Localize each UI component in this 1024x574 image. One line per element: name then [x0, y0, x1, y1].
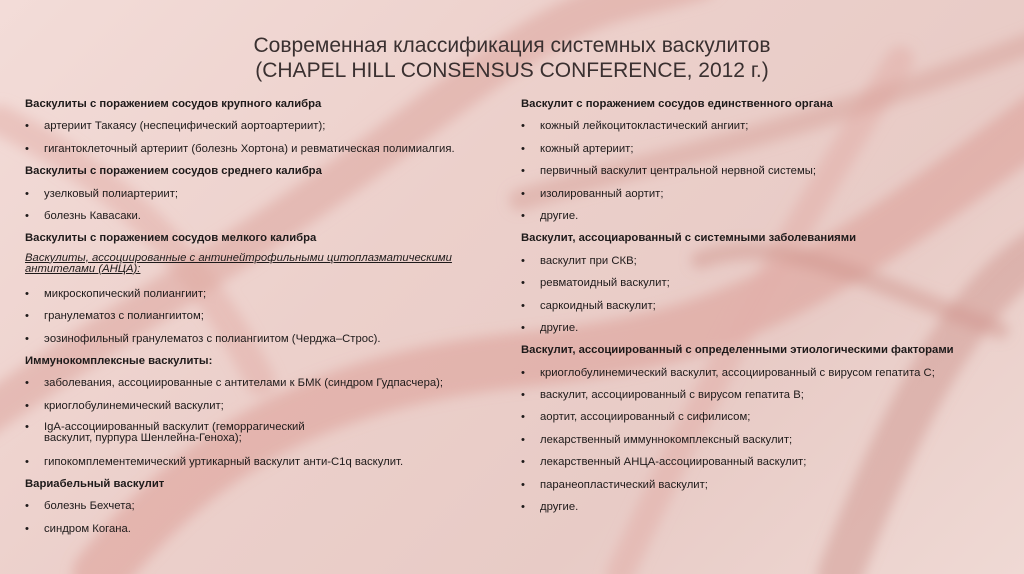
list-item — [521, 208, 1011, 230]
bullet-icon: • — [521, 321, 525, 334]
bullet-icon: • — [25, 120, 29, 133]
bullet-icon: • — [521, 389, 525, 402]
list-item-text: заболевания, ассоциированные с антителами к БМК (синдром Гудпасчера); — [44, 377, 444, 390]
list-item — [521, 365, 1011, 387]
bullet-icon: • — [521, 366, 525, 379]
list-item-text: кожный артериит; — [540, 142, 634, 155]
bullet-icon: • — [521, 165, 525, 178]
bullet-icon: • — [521, 142, 525, 155]
bullet-icon: • — [521, 478, 525, 491]
bullet-icon: • — [521, 254, 525, 267]
bullet-icon: • — [25, 209, 29, 222]
list-item-text: изолированный аортит; — [540, 187, 664, 200]
list-item — [521, 186, 1011, 208]
list-item-text: гранулематоз с полиангиитом; — [44, 310, 204, 323]
bullet-icon: • — [25, 332, 29, 345]
list-item — [25, 454, 515, 476]
list-item — [521, 409, 1011, 431]
bullet-icon: • — [521, 411, 525, 424]
list-item-text: эозинофильный гранулематоз с полиангиитом (Черджа–Строс). — [44, 332, 381, 345]
bullet-icon: • — [521, 501, 525, 514]
slide-title: Современная классификация системных васкулитов — [253, 34, 771, 57]
list-item-text: гипокомплементемический уртикарный васкулит анти-C1q васкулит. — [44, 455, 404, 468]
list-item-text: другие. — [540, 209, 579, 222]
list-item — [521, 163, 1011, 185]
bullet-icon: • — [521, 120, 525, 133]
list-item-text: васкулит, ассоциированный с вирусом гепатита В; — [540, 389, 804, 402]
list-item — [521, 320, 1011, 342]
list-item — [25, 186, 515, 208]
list-item-text: первичный васкулит центральной нервной системы; — [540, 165, 816, 178]
list-item — [521, 118, 1011, 140]
list-item — [25, 208, 515, 230]
bullet-icon: • — [25, 287, 29, 300]
section-subheading: Васкулиты, ассоциированные с антинейтрофильными цитоплазматическими антителами (АНЦА): — [25, 251, 452, 275]
bullet-icon: • — [521, 277, 525, 290]
list-item-text: болезнь Бехчета; — [44, 500, 135, 513]
list-item-text: артериит Такаясу (неспецифический аортоартериит); — [44, 120, 326, 133]
bullet-icon: • — [521, 209, 525, 222]
list-item — [521, 454, 1011, 476]
list-item — [25, 521, 515, 543]
list-item — [521, 141, 1011, 163]
list-item — [521, 298, 1011, 320]
list-item — [25, 308, 515, 330]
list-item — [25, 331, 515, 353]
list-item-text: криоглобулинемический васкулит, ассоциированный с вирусом гепатита С; — [540, 366, 935, 379]
list-item-text: узелковый полиартериит; — [44, 187, 179, 200]
bullet-icon: • — [521, 299, 525, 312]
bullet-icon: • — [25, 500, 29, 513]
slide-subtitle: (CHAPEL HILL CONSENSUS CONFERENCE, 2012 г.) — [255, 59, 769, 82]
list-item — [25, 375, 515, 397]
bullet-icon: • — [521, 433, 525, 446]
left-column — [25, 96, 515, 543]
list-item-text: болезнь Кавасаки. — [44, 209, 141, 222]
list-item-text: лекарственный АНЦА-ассоциированный васкулит; — [540, 456, 807, 469]
bullet-icon: • — [521, 456, 525, 469]
bullet-icon: • — [25, 399, 29, 412]
bullet-icon: • — [25, 310, 29, 323]
section-heading: Васкулиты с поражением сосудов мелкого калибра — [25, 232, 317, 245]
bullet-icon: • — [25, 522, 29, 535]
list-item-text: криоглобулинемический васкулит; — [44, 399, 224, 412]
right-column — [521, 96, 1011, 521]
list-item — [25, 118, 515, 140]
list-item-text: кожный лейкоцитокластический ангиит; — [540, 120, 749, 133]
list-item — [521, 387, 1011, 409]
section-heading: Васкулит, ассоциированный с определенными этиологическими факторами — [521, 344, 954, 357]
section-heading: Иммунокомплексные васкулиты: — [25, 354, 213, 367]
list-item — [521, 499, 1011, 521]
bullet-icon: • — [25, 455, 29, 468]
section-heading: Васкулиты с поражением сосудов крупного калибра — [25, 98, 322, 110]
list-item — [521, 432, 1011, 454]
section-heading: Васкулит с поражением сосудов единственного органа — [521, 98, 833, 110]
list-item — [521, 275, 1011, 297]
section-heading: Васкулиты с поражением сосудов среднего калибра — [25, 165, 322, 178]
list-item-text: аортит, ассоциированный с сифилисом; — [540, 411, 751, 424]
list-item — [25, 398, 515, 420]
list-item-text: ревматоидный васкулит; — [540, 277, 670, 290]
section-heading: Васкулит, ассоциарованный с системными заболеваниями — [521, 232, 857, 245]
list-item-text: гигантоклеточный артериит (болезнь Хортона) и ревматическая полимиалгия. — [44, 142, 455, 155]
section-heading: Вариабельный васкулит — [25, 477, 165, 490]
list-item — [521, 253, 1011, 275]
list-item — [25, 498, 515, 520]
bullet-icon: • — [25, 187, 29, 200]
bullet-icon: • — [25, 377, 29, 390]
bullet-icon: • — [25, 421, 29, 434]
list-item — [25, 141, 515, 163]
bullet-icon: • — [25, 142, 29, 155]
list-item-text: микроскопический полиангиит; — [44, 287, 207, 300]
list-item-text: лекарственный иммуннокомплексный васкулит; — [540, 433, 793, 446]
bullet-icon: • — [521, 187, 525, 200]
list-item — [25, 286, 515, 308]
list-item-text: васкулит при СКВ; — [540, 254, 637, 267]
list-item-text: другие. — [540, 321, 579, 334]
list-item-text: паранеопластический васкулит; — [540, 478, 708, 491]
list-item-text: другие. — [540, 501, 579, 514]
list-item — [25, 420, 515, 454]
list-item-text: саркоидный васкулит; — [540, 299, 656, 312]
list-item — [521, 477, 1011, 499]
list-item-text: IgA-ассоциированный васкулит (геморрагический васкулит, пурпура Шенлейна-Геноха); — [44, 421, 305, 445]
list-item-text: синдром Когана. — [44, 522, 131, 535]
